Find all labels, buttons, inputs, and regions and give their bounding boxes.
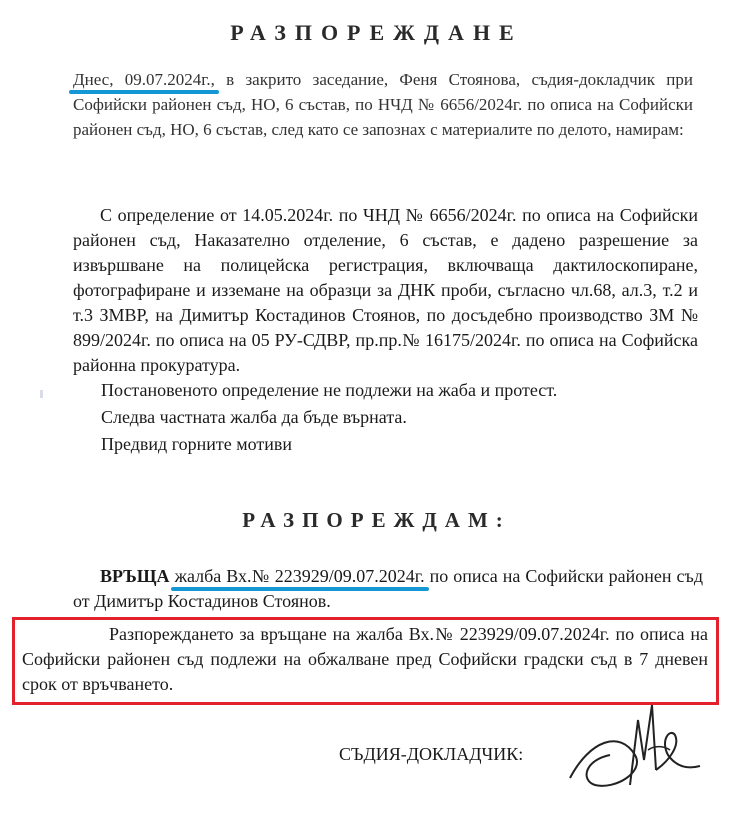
document-title: РАЗПОРЕЖДАНЕ: [230, 20, 523, 45]
highlighted-complaint: жалба Вх.№ 223929/09.07.2024г.: [174, 566, 425, 586]
intro-paragraph: [73, 67, 693, 142]
order-rest: по описа на Софийски районен съд от Димитър Костадинов Стоянов.: [73, 566, 704, 611]
scan-speck: [40, 390, 43, 398]
signature-label: СЪДИЯ-ДОКЛАДЧИК:: [339, 744, 524, 764]
handwritten-signature: [560, 700, 710, 810]
statement-line-1: Постановеното определение не подлежи на жаба и протест.: [101, 380, 558, 400]
appeal-text: Разпореждането за връщане на жалба Вх.№ 223929/09.07.2024г. по описа на Софийски районен съд подлежи на обжалване пред Софийски градски съд в 7 дневен срок от връчването.: [22, 624, 708, 694]
intro-text: в закрито заседание, Феня Стоянова, съдия-докладчик при Софийски районен съд, НО, 6 състав, по НЧД № 6656/2024г. по описа на Софийски районен съд, НО, 6 състав, след като се запознах с материалите по делото, намирам:: [73, 70, 694, 139]
statement-line-2: Следва частната жалба да бъде върната.: [101, 407, 407, 427]
order-paragraph: [73, 564, 703, 614]
body-paragraph: [73, 203, 698, 378]
order-verb: ВРЪЩА: [100, 566, 170, 586]
appeal-paragraph: [14, 622, 716, 697]
body-text: С определение от 14.05.2024г. по ЧНД № 6656/2024г. по описа на Софийски районен съд, Наказателно отделение, 6 състав, е дадено разрешение за извършване на полицейска регистрация, включваща дактилоскопиране, фотографиране и изземане на образци за ДНК проби, съгласно чл.68, ал.3, т.2 и т.3 ЗМВР, на Димитър Костадинов Стоянов, по досъдебно производство ЗМ № 899/2024г. по описа на 05 РУ-СДВР, пр.пр.№ 16175/2024г. по описа на Софийска районна прокуратура.: [73, 205, 698, 375]
order-title: РАЗПОРЕЖДАМ:: [242, 508, 511, 532]
highlighted-date: Днес, 09.07.2024г.,: [73, 70, 215, 89]
statement-line-3: Предвид горните мотиви: [101, 434, 293, 454]
